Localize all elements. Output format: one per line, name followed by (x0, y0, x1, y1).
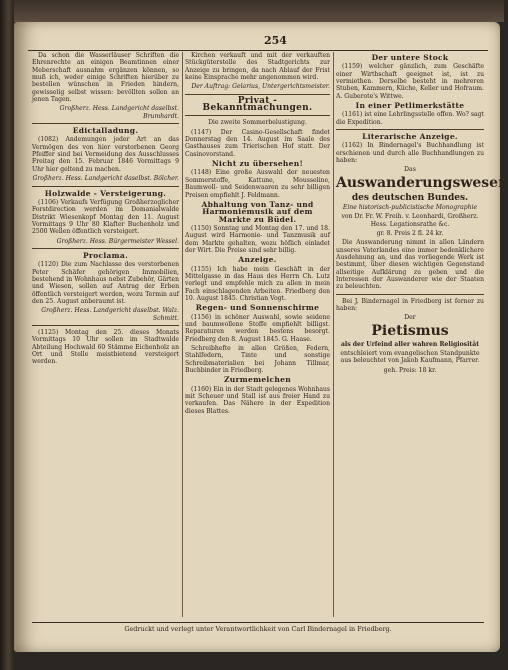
book-subtitle: des deutschen Bundes. (351, 192, 469, 203)
notice-text: (1082) Andemungen jeder Art an das Vermögen des von hier verstorbenen Georg Pfeiffer sind bei Vermeidung des Ausschlusses Freitag den 15. Februar 1846 Vormittags 9 Uhr hier geltend zu machen. (32, 136, 179, 173)
footer-rule (32, 622, 484, 623)
book-top-edge (0, 0, 504, 22)
notice-heading: Proclama. (83, 250, 128, 260)
book-description: Eine historisch-publicistische Monographie (342, 203, 478, 211)
notice-text: (1147) Der Casino-Gesellschaft findet Donnerstag den 14. August im Saale des Gasthauses zum Trierischen Hof statt. Der Casinovorstand. (185, 128, 330, 158)
notice-signature: Der Auftrag: Gelarius, Untergerichtsmeister. (191, 83, 330, 91)
notice-subheading: Die zweite Sommerbelustigung. (208, 119, 307, 127)
notice-heading: Zurmemelchen (224, 375, 291, 385)
book-article: Das (404, 166, 416, 174)
notice-text: (1148) Eine große Auswahl der neuesten Sommerstoffe, Kattune, Mousseline, Baumwoll- und Seidenwaaren zu sehr billigen Preisen empfiehlt J. Feldmann. (185, 169, 330, 199)
section-rule (32, 325, 179, 326)
printer-imprint: Gedruckt und verlegt unter Verantwortlichkeit von Carl Bindernagel in Friedberg. (124, 625, 392, 633)
notice-text: (1156) in schöner Auswahl, sowie seidene und baumwollene Stoffe empfiehlt billigst. Reparaturen werden bestens besorgt. Friedberg den 8. August 1845. G. Haase. (185, 313, 330, 343)
notice-text: (1106) Verkaufs Verfügung Großherzoglicher Forstdirection werden im Domanialwalde Distrikt Wiesenkopf Montag den 11. August Vormittags 9 Uhr 80 Klafter Buchenholz und 2500 Wellen öffentlich versteigert. (32, 198, 179, 236)
column-divider (333, 52, 334, 617)
notice-text: (1161) ist eine Lehrlingsstelle offen. Wo? sagt die Expedition. (336, 111, 484, 126)
notice-heading: Der untere Stock (371, 53, 449, 62)
notice-text: Die Auswanderung nimmt in allen Ländern unseres Vaterlandes eine immer bedenklichere Ausdehnung an, und das vorliegende Werk ist bestimmt, über diesen wichtigen Gegenstand allseitige Aufklärung zu geben und die Interessen der Auswanderer wie der Staaten zu beleuchten. (336, 239, 484, 291)
notice-text: (1120) Die zum Nachlasse des verstorbenen Peter Schäfer gehörigen Immobilien, bestehend in Wohnhaus nebst Zubehör, Gärten und Wiesen, sollen auf Antrag der Erben öffentlich versteigert werden, wozu Termin auf den 25. August anberaumt ist. (32, 261, 179, 305)
notice-text: Da schon die Wasserläuser Schriften die Ehrenrechte an einigen Beamtinnen einer Meberschaft ausnahm ergänzen können, so muß ich, weder einige Schriften hierüber zu bestellen wünschen in Frieden hindern, gewisselig selbst wissen: bevöllten sollen an jenen Tagen. (32, 52, 179, 104)
notice-text: (1160) Ein in der Stadt gelegenes Wohnhaus mit Scheuer und Stall ist aus freier Hand zu verkaufen. Das Nähere in der Expedition dieses Blattes. (185, 385, 330, 415)
book-price: geh. Preis: 18 kr. (383, 366, 437, 374)
book-title: Pietismus (371, 322, 449, 339)
column-left (32, 52, 179, 617)
notice-text: Kirchen verkauft und mit der verkauften Stückgüterstelle des Stadtgerichts zur Anzeige zu bringen, da nach Ablauf der Frist keine Einsprache mehr angenommen wird. (185, 52, 330, 82)
section-rule (32, 186, 179, 187)
notice-heading: In einer Petlimerkstätte (355, 101, 465, 111)
book-spine (0, 0, 14, 670)
book-price: gr. 8. Preis 2 fl. 24 kr. (376, 229, 444, 237)
notice-signature: Großherz. Hess. Landgericht daselbst. Bölcher. (32, 175, 179, 183)
book-author: von Dr. Fr. W. Freih. v. Leonhardi, Großherz. Hess. Legationsrathe &c. (341, 213, 479, 228)
notice-heading: Anzeige. (238, 255, 277, 265)
section-rule (32, 248, 179, 249)
notice-heading: Nicht zu übersehen! (211, 159, 304, 169)
notice-text: Schreibhefte in allen Größen, Federn, Stahlfedern, Tinte und sonstige Schreibmaterialien bei Johann Tillmar, Buchbinder in Friedberg. (185, 345, 330, 375)
section-title: Privat - Bekanntmachungen. (202, 95, 313, 114)
section-rule (32, 123, 179, 124)
column-right (336, 52, 508, 617)
section-rule (336, 294, 484, 295)
notice-text: (1159) welcher gänzlich, zum Geschäfte einer Wirthschaft geeignet ist, ist zu vermiethen. Derselbe besteht in mehreren Stuben, Kammern, Küche, Keller und Hofraum. A. Guberote's Wittwe. (336, 63, 484, 100)
column-divider (182, 52, 183, 617)
notice-text: (1150) Sonntag und Montag den 17. und 18. August wird Harmonie- und Tanzmusik auf dem Markte gehalten, wozu höflich einladet der Wirt. Die Preise sind sehr billig. (185, 224, 330, 254)
section-rule (336, 129, 484, 130)
notice-heading: Abhaltung von Tanz- und Harmoniemusik auf dem Markte zu Büdel. (201, 199, 314, 224)
notice-heading: Literarische Anzeige. (362, 132, 458, 142)
notice-heading: Holzwalde - Versteigerung. (44, 188, 167, 198)
book-description: entschleiert vom evangelischen Standpunkte aus beleuchtet von Jakob Kaufmann, Pfarrer. (340, 349, 480, 365)
notice-heading: Edictalladung. (72, 126, 139, 136)
book-subtitle: als der Urfeind aller wahren Religiosität (340, 340, 480, 348)
section-rule (185, 115, 330, 116)
section-rule (185, 94, 330, 95)
page-footer (32, 622, 484, 633)
notice-text: (1155) Ich habe mein Geschäft in der Mittelgasse in das Haus des Herrn Ch. Lutz verlegt und empfehle mich zu allen in mein Fach einschlagenden Arbeiten. Friedberg den 10. August 1845. Christian Vogt. (185, 265, 330, 302)
column-middle (185, 52, 330, 617)
page-header (28, 34, 488, 50)
notice-signature: Großherz. Hess. Landgericht daselbst. Walz. Schmitt. (41, 307, 179, 322)
header-rule (28, 50, 488, 51)
notice-heading: Regen- und Sonnenschirme (195, 303, 320, 313)
notice-text: Bei J. Bindernagel in Friedberg ist ferner zu haben: (336, 297, 484, 312)
notice-text: (1162) In Bindernagel's Buchhandlung ist erschienen und durch alle Buchhandlungen zu haben: (336, 142, 484, 165)
book-title: Auswanderungswesen (336, 174, 508, 191)
notice-text: (1125) Montag den 25. dieses Monats Vormittags 10 Uhr sollen im Stadtwalde Abteilung Hochwald 60 Stämme Eichenholz an Ort und Stelle meistbietend versteigert werden. (32, 329, 179, 366)
notice-signature: Großherz. Hess. Landgericht daselbst. Brumhardt. (59, 105, 179, 120)
book-article: Der (404, 314, 416, 322)
notice-signature: Großherz. Hess. Bürgermeister Wessel. (56, 237, 179, 245)
page-number: 254 (264, 34, 287, 47)
